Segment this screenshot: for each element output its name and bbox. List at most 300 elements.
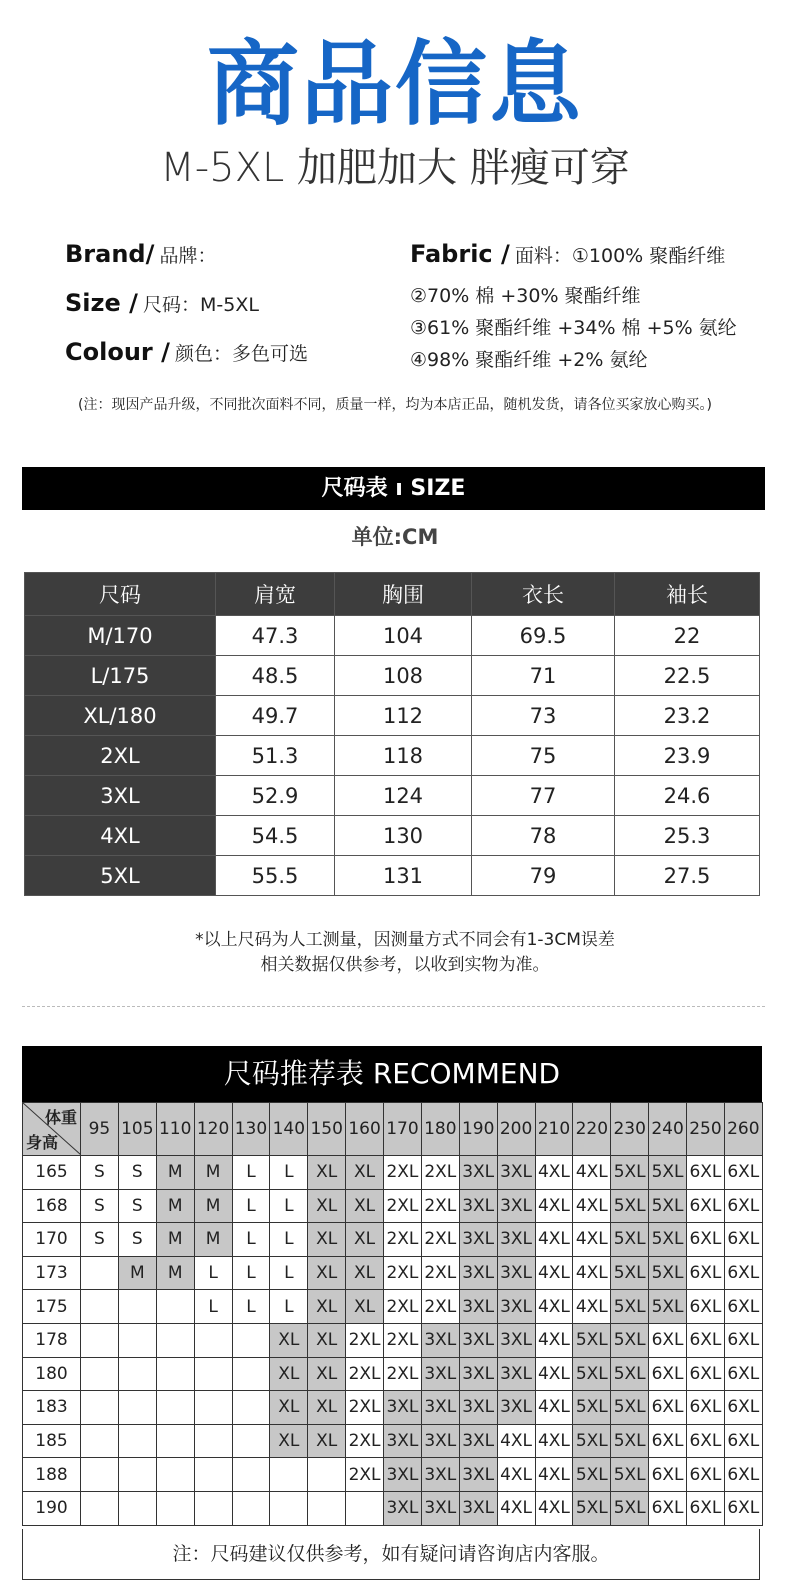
recommend-cell: 4XL	[573, 1256, 611, 1290]
recommend-cell	[81, 1458, 119, 1492]
recommend-cell: 2XL	[384, 1357, 422, 1391]
recommend-cell: 3XL	[497, 1323, 535, 1357]
recommend-row	[23, 1256, 763, 1290]
weight-header: 130	[232, 1103, 270, 1156]
size-chart-header: 尺码表 ı SIZE	[22, 467, 765, 510]
weight-header: 240	[649, 1103, 687, 1156]
recommend-row	[23, 1491, 763, 1525]
recommend-cell: L	[232, 1256, 270, 1290]
height-cell: 168	[23, 1189, 81, 1223]
fabric-value: 面料：①100% 聚酯纤维	[514, 245, 726, 267]
recommend-cell: 6XL	[649, 1357, 687, 1391]
measurement-cell: 54.5	[216, 816, 335, 856]
recommend-table	[22, 1102, 763, 1526]
weight-header: 250	[687, 1103, 725, 1156]
page-title: 商品信息	[206, 31, 583, 138]
recommend-cell: 2XL	[384, 1189, 422, 1223]
height-cell: 190	[23, 1491, 81, 1525]
recommend-cell: 4XL	[497, 1424, 535, 1458]
recommend-cell: 4XL	[535, 1458, 573, 1492]
recommend-cell: 4XL	[535, 1391, 573, 1425]
recommend-cell: 4XL	[535, 1323, 573, 1357]
height-cell: 185	[23, 1424, 81, 1458]
recommend-cell: 5XL	[649, 1223, 687, 1257]
unit-label: 单位:CM	[351, 525, 439, 549]
measurement-cell: 124	[335, 776, 472, 816]
recommend-cell	[232, 1424, 270, 1458]
recommend-cell: 5XL	[611, 1156, 649, 1190]
recommend-cell: 3XL	[459, 1491, 497, 1525]
recommend-cell	[156, 1424, 194, 1458]
recommend-cell: XL	[308, 1323, 346, 1357]
measurement-cell: 22	[615, 616, 760, 656]
size-cell: 3XL	[25, 776, 216, 816]
measurement-cell: 25.3	[615, 816, 760, 856]
recommend-cell: 4XL	[535, 1256, 573, 1290]
recommend-cell	[346, 1491, 384, 1525]
recommend-cell	[194, 1323, 232, 1357]
recommend-cell	[81, 1290, 119, 1324]
recommend-cell: XL	[308, 1156, 346, 1190]
recommend-cell: 6XL	[687, 1223, 725, 1257]
recommend-cell: 6XL	[724, 1424, 762, 1458]
recommend-row	[23, 1357, 763, 1391]
recommend-cell: 3XL	[497, 1290, 535, 1324]
size-table-row	[25, 736, 760, 776]
recommend-cell: 3XL	[459, 1391, 497, 1425]
recommend-cell: 5XL	[611, 1256, 649, 1290]
recommend-cell: M	[156, 1156, 194, 1190]
recommend-row	[23, 1391, 763, 1425]
column-header: 衣长	[472, 573, 615, 616]
recommend-cell: 4XL	[535, 1156, 573, 1190]
recommend-cell: 4XL	[497, 1458, 535, 1492]
recommend-cell: 3XL	[384, 1424, 422, 1458]
recommend-cell: S	[81, 1189, 119, 1223]
recommend-cell: L	[270, 1189, 308, 1223]
size-table-row	[25, 616, 760, 656]
column-header: 胸围	[335, 573, 472, 616]
recommend-cell: 4XL	[535, 1290, 573, 1324]
recommend-cell: 3XL	[421, 1458, 459, 1492]
recommend-cell: 4XL	[535, 1189, 573, 1223]
page-subtitle: M-5XL 加肥加大 胖瘦可穿	[160, 145, 630, 191]
measurement-cell: 52.9	[216, 776, 335, 816]
recommend-cell: 5XL	[611, 1189, 649, 1223]
size-table-header-row	[25, 573, 760, 616]
recommend-cell: 6XL	[687, 1156, 725, 1190]
recommend-cell: 5XL	[649, 1256, 687, 1290]
recommend-cell: 2XL	[384, 1256, 422, 1290]
measurement-cell: 75	[472, 736, 615, 776]
recommend-cell: 2XL	[421, 1156, 459, 1190]
recommend-row	[23, 1189, 763, 1223]
column-header: 肩宽	[216, 573, 335, 616]
fabric-option: ④98% 聚酯纤维 +2% 氨纶	[410, 349, 648, 371]
recommend-cell	[118, 1458, 156, 1492]
recommend-cell: 5XL	[573, 1391, 611, 1425]
recommend-cell: 6XL	[649, 1491, 687, 1525]
dashed-divider	[22, 1006, 765, 1007]
recommend-cell	[156, 1391, 194, 1425]
measurement-cell: 55.5	[216, 856, 335, 896]
recommend-cell: M	[194, 1156, 232, 1190]
recommend-cell: 5XL	[611, 1458, 649, 1492]
recommend-cell: 6XL	[724, 1223, 762, 1257]
recommend-cell: 3XL	[384, 1491, 422, 1525]
recommend-cell: 3XL	[497, 1189, 535, 1223]
size-cell: 2XL	[25, 736, 216, 776]
recommend-cell	[156, 1458, 194, 1492]
recommend-cell	[118, 1323, 156, 1357]
size-cell: 4XL	[25, 816, 216, 856]
measurement-cell: 77	[472, 776, 615, 816]
recommend-cell: 6XL	[724, 1491, 762, 1525]
size-table	[24, 572, 760, 896]
recommend-cell: 3XL	[459, 1156, 497, 1190]
recommend-cell: 3XL	[459, 1357, 497, 1391]
weight-header: 160	[346, 1103, 384, 1156]
measurement-cell: 48.5	[216, 656, 335, 696]
recommend-row	[23, 1290, 763, 1324]
size-cell: 5XL	[25, 856, 216, 896]
recommend-cell: 3XL	[459, 1223, 497, 1257]
recommend-cell: 3XL	[421, 1491, 459, 1525]
measurement-cell: 23.9	[615, 736, 760, 776]
recommend-cell: S	[81, 1223, 119, 1257]
recommend-cell: 6XL	[724, 1323, 762, 1357]
recommend-cell: XL	[346, 1290, 384, 1324]
fabric-label: Fabric /	[410, 240, 510, 268]
recommend-cell: XL	[346, 1256, 384, 1290]
recommend-cell: 3XL	[459, 1323, 497, 1357]
recommend-cell: 2XL	[384, 1323, 422, 1357]
size-value: 尺码：M-5XL	[142, 294, 259, 316]
measurement-cell: 130	[335, 816, 472, 856]
measurement-cell: 23.2	[615, 696, 760, 736]
recommend-cell	[81, 1256, 119, 1290]
recommend-cell: 4XL	[535, 1424, 573, 1458]
measurement-cell: 51.3	[216, 736, 335, 776]
recommend-cell: L	[270, 1156, 308, 1190]
recommend-cell: L	[232, 1223, 270, 1257]
size-cell: XL/180	[25, 696, 216, 736]
recommend-cell: 5XL	[573, 1424, 611, 1458]
fabric-option: ②70% 棉 +30% 聚酯纤维	[410, 285, 641, 307]
brand-value: 品牌：	[159, 245, 217, 267]
recommend-cell	[156, 1491, 194, 1525]
size-table-row	[25, 696, 760, 736]
recommend-cell: XL	[270, 1357, 308, 1391]
recommend-cell: XL	[346, 1156, 384, 1190]
recommend-cell: XL	[346, 1223, 384, 1257]
height-cell: 180	[23, 1357, 81, 1391]
recommend-cell: S	[118, 1156, 156, 1190]
recommend-cell: 6XL	[649, 1424, 687, 1458]
recommend-cell: 6XL	[687, 1357, 725, 1391]
recommend-cell: 6XL	[687, 1189, 725, 1223]
measurement-cell: 104	[335, 616, 472, 656]
recommend-cell: 6XL	[649, 1458, 687, 1492]
recommend-row	[23, 1424, 763, 1458]
recommend-cell: XL	[270, 1323, 308, 1357]
recommend-cell: L	[194, 1290, 232, 1324]
recommend-row	[23, 1458, 763, 1492]
recommend-cell: S	[118, 1223, 156, 1257]
recommend-cell: 2XL	[384, 1290, 422, 1324]
recommend-cell: 6XL	[724, 1391, 762, 1425]
recommend-cell: 5XL	[611, 1357, 649, 1391]
recommend-cell: 3XL	[459, 1424, 497, 1458]
recommend-cell: 6XL	[687, 1458, 725, 1492]
recommend-cell: M	[194, 1189, 232, 1223]
weight-header: 120	[194, 1103, 232, 1156]
size-table-row	[25, 776, 760, 816]
recommend-row	[23, 1156, 763, 1190]
weight-label: 体重	[44, 1108, 77, 1127]
recommend-cell: 3XL	[421, 1424, 459, 1458]
recommend-cell: XL	[308, 1357, 346, 1391]
height-cell: 173	[23, 1256, 81, 1290]
recommend-cell: M	[156, 1189, 194, 1223]
recommend-cell	[118, 1357, 156, 1391]
recommend-cell	[81, 1323, 119, 1357]
recommend-cell: 6XL	[687, 1256, 725, 1290]
brand-row	[65, 240, 216, 268]
recommend-cell	[156, 1290, 194, 1324]
recommend-cell: 5XL	[649, 1156, 687, 1190]
recommend-cell: 5XL	[611, 1323, 649, 1357]
recommend-cell: M	[194, 1223, 232, 1257]
measurement-cell: 118	[335, 736, 472, 776]
recommend-cell: S	[81, 1156, 119, 1190]
recommend-header: 尺码推荐表 RECOMMEND	[22, 1046, 762, 1102]
measurement-cell: 69.5	[472, 616, 615, 656]
recommend-cell: 6XL	[724, 1290, 762, 1324]
measurement-cell: 108	[335, 656, 472, 696]
recommend-cell: 6XL	[724, 1256, 762, 1290]
measurement-cell: 24.6	[615, 776, 760, 816]
recommend-cell	[232, 1323, 270, 1357]
recommend-cell: 3XL	[421, 1391, 459, 1425]
measurement-note	[0, 928, 790, 978]
recommend-row	[23, 1223, 763, 1257]
recommend-cell: 5XL	[611, 1290, 649, 1324]
size-table-row	[25, 816, 760, 856]
measurement-cell: 78	[472, 816, 615, 856]
recommend-cell	[156, 1323, 194, 1357]
height-label: 身高	[26, 1133, 59, 1152]
recommend-cell: 6XL	[649, 1391, 687, 1425]
weight-header-row	[23, 1103, 763, 1156]
recommend-cell	[232, 1491, 270, 1525]
note-line: 相关数据仅供参考，以收到实物为准。	[260, 955, 550, 975]
recommend-cell: 4XL	[535, 1223, 573, 1257]
recommend-cell: 3XL	[497, 1391, 535, 1425]
recommend-cell: 6XL	[649, 1323, 687, 1357]
recommend-cell: 2XL	[346, 1458, 384, 1492]
recommend-cell: L	[232, 1189, 270, 1223]
colour-row	[65, 338, 308, 366]
size-label: Size /	[65, 289, 138, 317]
recommend-cell: 5XL	[649, 1189, 687, 1223]
height-cell: 170	[23, 1223, 81, 1257]
recommend-footer: 注：尺码建议仅供参考，如有疑问请咨询店内客服。	[22, 1529, 760, 1580]
recommend-cell: 2XL	[421, 1223, 459, 1257]
fabric-options	[410, 280, 737, 376]
recommend-cell: 3XL	[497, 1357, 535, 1391]
height-cell: 165	[23, 1156, 81, 1190]
recommend-cell: XL	[308, 1290, 346, 1324]
recommend-cell: 5XL	[573, 1458, 611, 1492]
recommend-cell: M	[156, 1223, 194, 1257]
recommend-cell: 3XL	[497, 1156, 535, 1190]
column-header: 尺码	[25, 573, 216, 616]
recommend-cell	[156, 1357, 194, 1391]
column-header: 袖长	[615, 573, 760, 616]
recommend-cell: 4XL	[573, 1223, 611, 1257]
recommend-cell	[232, 1357, 270, 1391]
weight-header: 110	[156, 1103, 194, 1156]
size-row	[65, 289, 259, 317]
recommend-cell: 5XL	[611, 1391, 649, 1425]
measurement-cell: 73	[472, 696, 615, 736]
recommend-cell: XL	[308, 1256, 346, 1290]
recommend-cell	[118, 1491, 156, 1525]
recommend-cell	[270, 1458, 308, 1492]
recommend-cell: 4XL	[497, 1491, 535, 1525]
recommend-cell	[81, 1491, 119, 1525]
recommend-cell: 3XL	[459, 1290, 497, 1324]
recommend-cell	[232, 1391, 270, 1425]
recommend-cell	[194, 1424, 232, 1458]
recommend-cell: 6XL	[687, 1391, 725, 1425]
size-table-row	[25, 856, 760, 896]
size-table-row	[25, 656, 760, 696]
recommend-cell: XL	[308, 1223, 346, 1257]
recommend-cell	[194, 1391, 232, 1425]
recommend-cell: S	[118, 1189, 156, 1223]
recommend-cell: 4XL	[535, 1357, 573, 1391]
recommend-cell: L	[270, 1256, 308, 1290]
recommend-cell: 2XL	[384, 1156, 422, 1190]
weight-header: 170	[384, 1103, 422, 1156]
recommend-cell: 2XL	[384, 1223, 422, 1257]
weight-header: 190	[459, 1103, 497, 1156]
recommend-cell: 5XL	[573, 1323, 611, 1357]
recommend-cell: L	[270, 1290, 308, 1324]
recommend-cell: 3XL	[384, 1391, 422, 1425]
weight-header: 260	[724, 1103, 762, 1156]
weight-header: 210	[535, 1103, 573, 1156]
height-cell: 175	[23, 1290, 81, 1324]
recommend-cell	[308, 1458, 346, 1492]
measurement-cell: 27.5	[615, 856, 760, 896]
measurement-cell: 47.3	[216, 616, 335, 656]
fabric-row	[410, 240, 725, 268]
recommend-cell	[194, 1357, 232, 1391]
recommend-cell: 4XL	[573, 1189, 611, 1223]
weight-header: 150	[308, 1103, 346, 1156]
measurement-cell: 49.7	[216, 696, 335, 736]
note-line: *以上尺码为人工测量，因测量方式不同会有1-3CM误差	[195, 930, 615, 950]
weight-header: 140	[270, 1103, 308, 1156]
measurement-cell: 79	[472, 856, 615, 896]
recommend-cell: XL	[308, 1391, 346, 1425]
recommend-cell	[232, 1458, 270, 1492]
recommend-cell: 3XL	[459, 1189, 497, 1223]
recommend-cell: L	[270, 1223, 308, 1257]
recommend-cell: XL	[308, 1424, 346, 1458]
recommend-cell: 6XL	[687, 1491, 725, 1525]
recommend-cell: 5XL	[611, 1424, 649, 1458]
colour-label: Colour /	[65, 338, 170, 366]
recommend-cell	[194, 1458, 232, 1492]
recommend-row	[23, 1323, 763, 1357]
height-cell: 188	[23, 1458, 81, 1492]
recommend-cell: M	[118, 1256, 156, 1290]
recommend-cell: M	[156, 1256, 194, 1290]
measurement-cell: 22.5	[615, 656, 760, 696]
recommend-cell: 5XL	[611, 1223, 649, 1257]
recommend-cell: 3XL	[497, 1223, 535, 1257]
recommend-cell: 4XL	[573, 1156, 611, 1190]
recommend-cell: 5XL	[649, 1290, 687, 1324]
recommend-cell: 6XL	[724, 1458, 762, 1492]
measurement-cell: 71	[472, 656, 615, 696]
recommend-cell: XL	[346, 1189, 384, 1223]
recommend-table-body	[23, 1103, 763, 1526]
recommend-cell: 2XL	[421, 1256, 459, 1290]
recommend-cell: 2XL	[346, 1323, 384, 1357]
recommend-cell: 3XL	[459, 1458, 497, 1492]
recommend-cell: 2XL	[346, 1357, 384, 1391]
notice-text: (注：现因产品升级，不同批次面料不同，质量一样，均为本店正品，随机发货，请各位买家放心购买。)	[78, 397, 712, 413]
recommend-cell: 4XL	[573, 1290, 611, 1324]
height-cell: 183	[23, 1391, 81, 1425]
recommend-cell: 6XL	[687, 1290, 725, 1324]
recommend-cell: 6XL	[687, 1424, 725, 1458]
recommend-cell: 4XL	[535, 1491, 573, 1525]
recommend-cell: 3XL	[384, 1458, 422, 1492]
recommend-cell: 6XL	[724, 1357, 762, 1391]
recommend-cell	[81, 1357, 119, 1391]
recommend-cell	[81, 1391, 119, 1425]
measurement-cell: 131	[335, 856, 472, 896]
recommend-cell	[118, 1391, 156, 1425]
recommend-cell: 5XL	[573, 1357, 611, 1391]
recommend-cell: XL	[270, 1391, 308, 1425]
fabric-option: ③61% 聚酯纤维 +34% 棉 +5% 氨纶	[410, 317, 737, 339]
recommend-cell	[308, 1491, 346, 1525]
colour-value: 颜色：多色可选	[174, 343, 308, 365]
weight-header: 230	[611, 1103, 649, 1156]
recommend-cell: 3XL	[459, 1256, 497, 1290]
recommend-cell: 3XL	[421, 1357, 459, 1391]
weight-header: 200	[497, 1103, 535, 1156]
weight-header: 220	[573, 1103, 611, 1156]
recommend-cell: 2XL	[346, 1391, 384, 1425]
recommend-cell: 6XL	[687, 1323, 725, 1357]
recommend-cell: 5XL	[611, 1491, 649, 1525]
weight-header: 105	[118, 1103, 156, 1156]
size-cell: M/170	[25, 616, 216, 656]
recommend-cell: 2XL	[346, 1424, 384, 1458]
recommend-cell: XL	[308, 1189, 346, 1223]
recommend-cell: 5XL	[573, 1491, 611, 1525]
measurement-cell: 112	[335, 696, 472, 736]
size-table-body	[25, 616, 760, 896]
